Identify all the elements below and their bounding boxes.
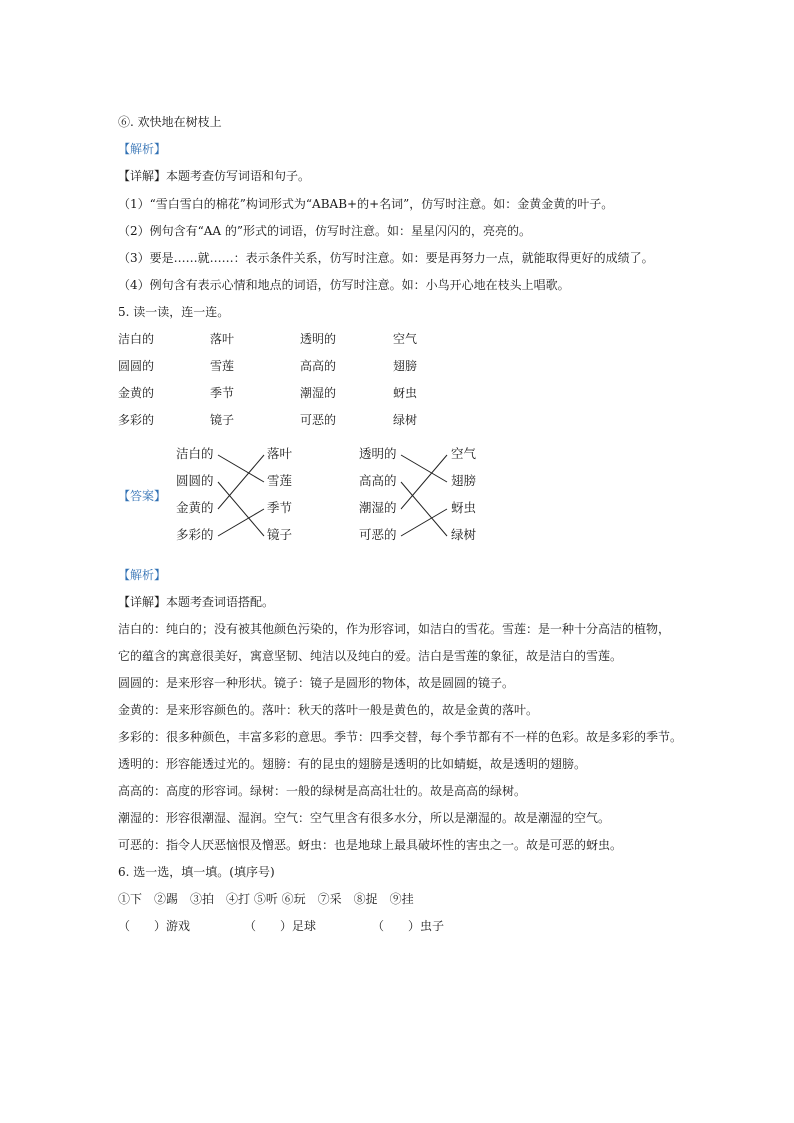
grid-cell: 雪莲 (210, 359, 235, 373)
explanation-point-4: （4）例句含有表示心情和地点的词语，仿写时注意。如：小鸟开心地在枝头上唱歌。 (118, 278, 570, 292)
explanation-line: 金黄的：是来形容颜色的。落叶：秋天的落叶一般是黄色的，故是金黄的落叶。 (118, 703, 539, 717)
match-right-word: 蚜虫 (451, 500, 477, 515)
explanation-line: 透明的：形容能透过光的。翅膀：有的昆虫的翅膀是透明的比如蜻蜓，故是透明的翅膀。 (118, 757, 587, 771)
grid-cell: 高高的 (300, 359, 337, 373)
analysis-label: 【解析】 (118, 142, 167, 156)
explanation-line: 它的蕴含的寓意很美好，寓意坚韧、纯洁以及纯白的爱。洁白是雪莲的象征，故是洁白的雪莲。 (118, 649, 623, 663)
explanation-line: 圆圆的：是来形容一种形状。镜子：镜子是圆形的物体，故是圆圆的镜子。 (118, 676, 515, 690)
match-line (218, 455, 264, 482)
explanation-point-2: （2）例句含有“AA 的”形式的词语，仿写时注意。如：星星闪闪的，亮亮的。 (118, 224, 532, 238)
explanation-line: 潮湿的：形容很潮湿、湿润。空气：空气里含有很多水分，所以是潮湿的。故是潮湿的空气。 (118, 811, 611, 825)
grid-cell: 多彩的 (118, 413, 155, 427)
detail-line: 【详解】本题考查词语搭配。 (118, 595, 275, 609)
grid-cell: 绿树 (393, 413, 418, 427)
match-right-word: 镜子 (267, 527, 293, 542)
match-right-word: 绿树 (451, 527, 477, 542)
match-line (218, 509, 264, 536)
explanation-line: 可恶的：指令人厌恶恼恨及憎恶。蚜虫：也是地球上最具破坏性的害虫之一。故是可恶的蚜虫。 (118, 838, 623, 852)
match-left-word: 洁白的 (176, 446, 214, 461)
previous-item-6: ⑥. 欢快地在树枝上 (118, 115, 222, 129)
match-left-word: 多彩的 (176, 527, 214, 542)
grid-cell: 金黄的 (118, 386, 155, 400)
match-right-word: 雪莲 (267, 473, 293, 488)
match-left-word: 金黄的 (176, 500, 214, 515)
grid-cell: 落叶 (210, 332, 235, 346)
fill-blank[interactable]: （ ）游戏 (118, 919, 191, 933)
fill-blank[interactable]: （ ）虫子 (372, 919, 445, 933)
grid-cell: 蚜虫 (393, 386, 418, 400)
match-left-word: 高高的 (359, 473, 397, 488)
match-line (401, 509, 447, 536)
analysis-label: 【解析】 (118, 568, 167, 582)
grid-cell: 镜子 (210, 413, 235, 427)
fill-blank[interactable]: （ ）足球 (244, 919, 317, 933)
explanation-line: 洁白的：纯白的；没有被其他颜色污染的，作为形容词，如洁白的雪花。雪莲：是一种十分高洁的植物， (118, 622, 671, 636)
match-right-word: 翅膀 (451, 473, 477, 488)
grid-cell: 季节 (210, 386, 235, 400)
grid-cell: 潮湿的 (300, 386, 337, 400)
match-left-word: 潮湿的 (359, 500, 397, 515)
match-left-word: 可恶的 (359, 527, 397, 542)
match-right-word: 空气 (451, 446, 477, 461)
grid-cell: 翅膀 (393, 359, 418, 373)
match-left-word: 圆圆的 (176, 473, 214, 488)
question-5-title: 5. 读一读，连一连。 (118, 305, 230, 319)
explanation-point-1: （1）“雪白雪白的棉花”构词形式为“ABAB+的+名词”，仿写时注意。如：金黄金黄的叶子。 (118, 197, 614, 211)
grid-cell: 可恶的 (300, 413, 337, 427)
match-right-word: 季节 (267, 500, 293, 515)
explanation-line: 多彩的：很多种颜色，丰富多彩的意思。季节：四季交替，每个季节都有不一样的色彩。故是多彩的季节。 (118, 730, 683, 744)
answer-label: 【答案】 (118, 489, 167, 503)
explanation-point-3: （3）要是……就……：表示条件关系，仿写时注意。如：要是再努力一点，就能取得更好的成绩了。 (118, 251, 654, 265)
match-line (401, 455, 447, 509)
match-line (401, 482, 447, 536)
question-6-options: ①下 ②踢 ③拍 ④打 ⑤听 ⑥玩 ⑦采 ⑧捉 ⑨挂 (118, 892, 414, 906)
grid-cell: 空气 (393, 332, 418, 346)
match-right-word: 落叶 (267, 446, 293, 461)
question-6-title: 6. 选一选，填一填。(填序号) (118, 865, 275, 879)
detail-line: 【详解】本题考查仿写词语和句子。 (118, 169, 311, 183)
match-line (401, 455, 447, 482)
grid-cell: 洁白的 (118, 332, 155, 346)
explanation-line: 高高的：高度的形容词。绿树：一般的绿树是高高壮壮的。故是高高的绿树。 (118, 784, 527, 798)
match-line (218, 482, 264, 536)
grid-cell: 透明的 (300, 332, 337, 346)
match-left-word: 透明的 (359, 446, 397, 461)
match-line (218, 455, 264, 509)
grid-cell: 圆圆的 (118, 359, 155, 373)
